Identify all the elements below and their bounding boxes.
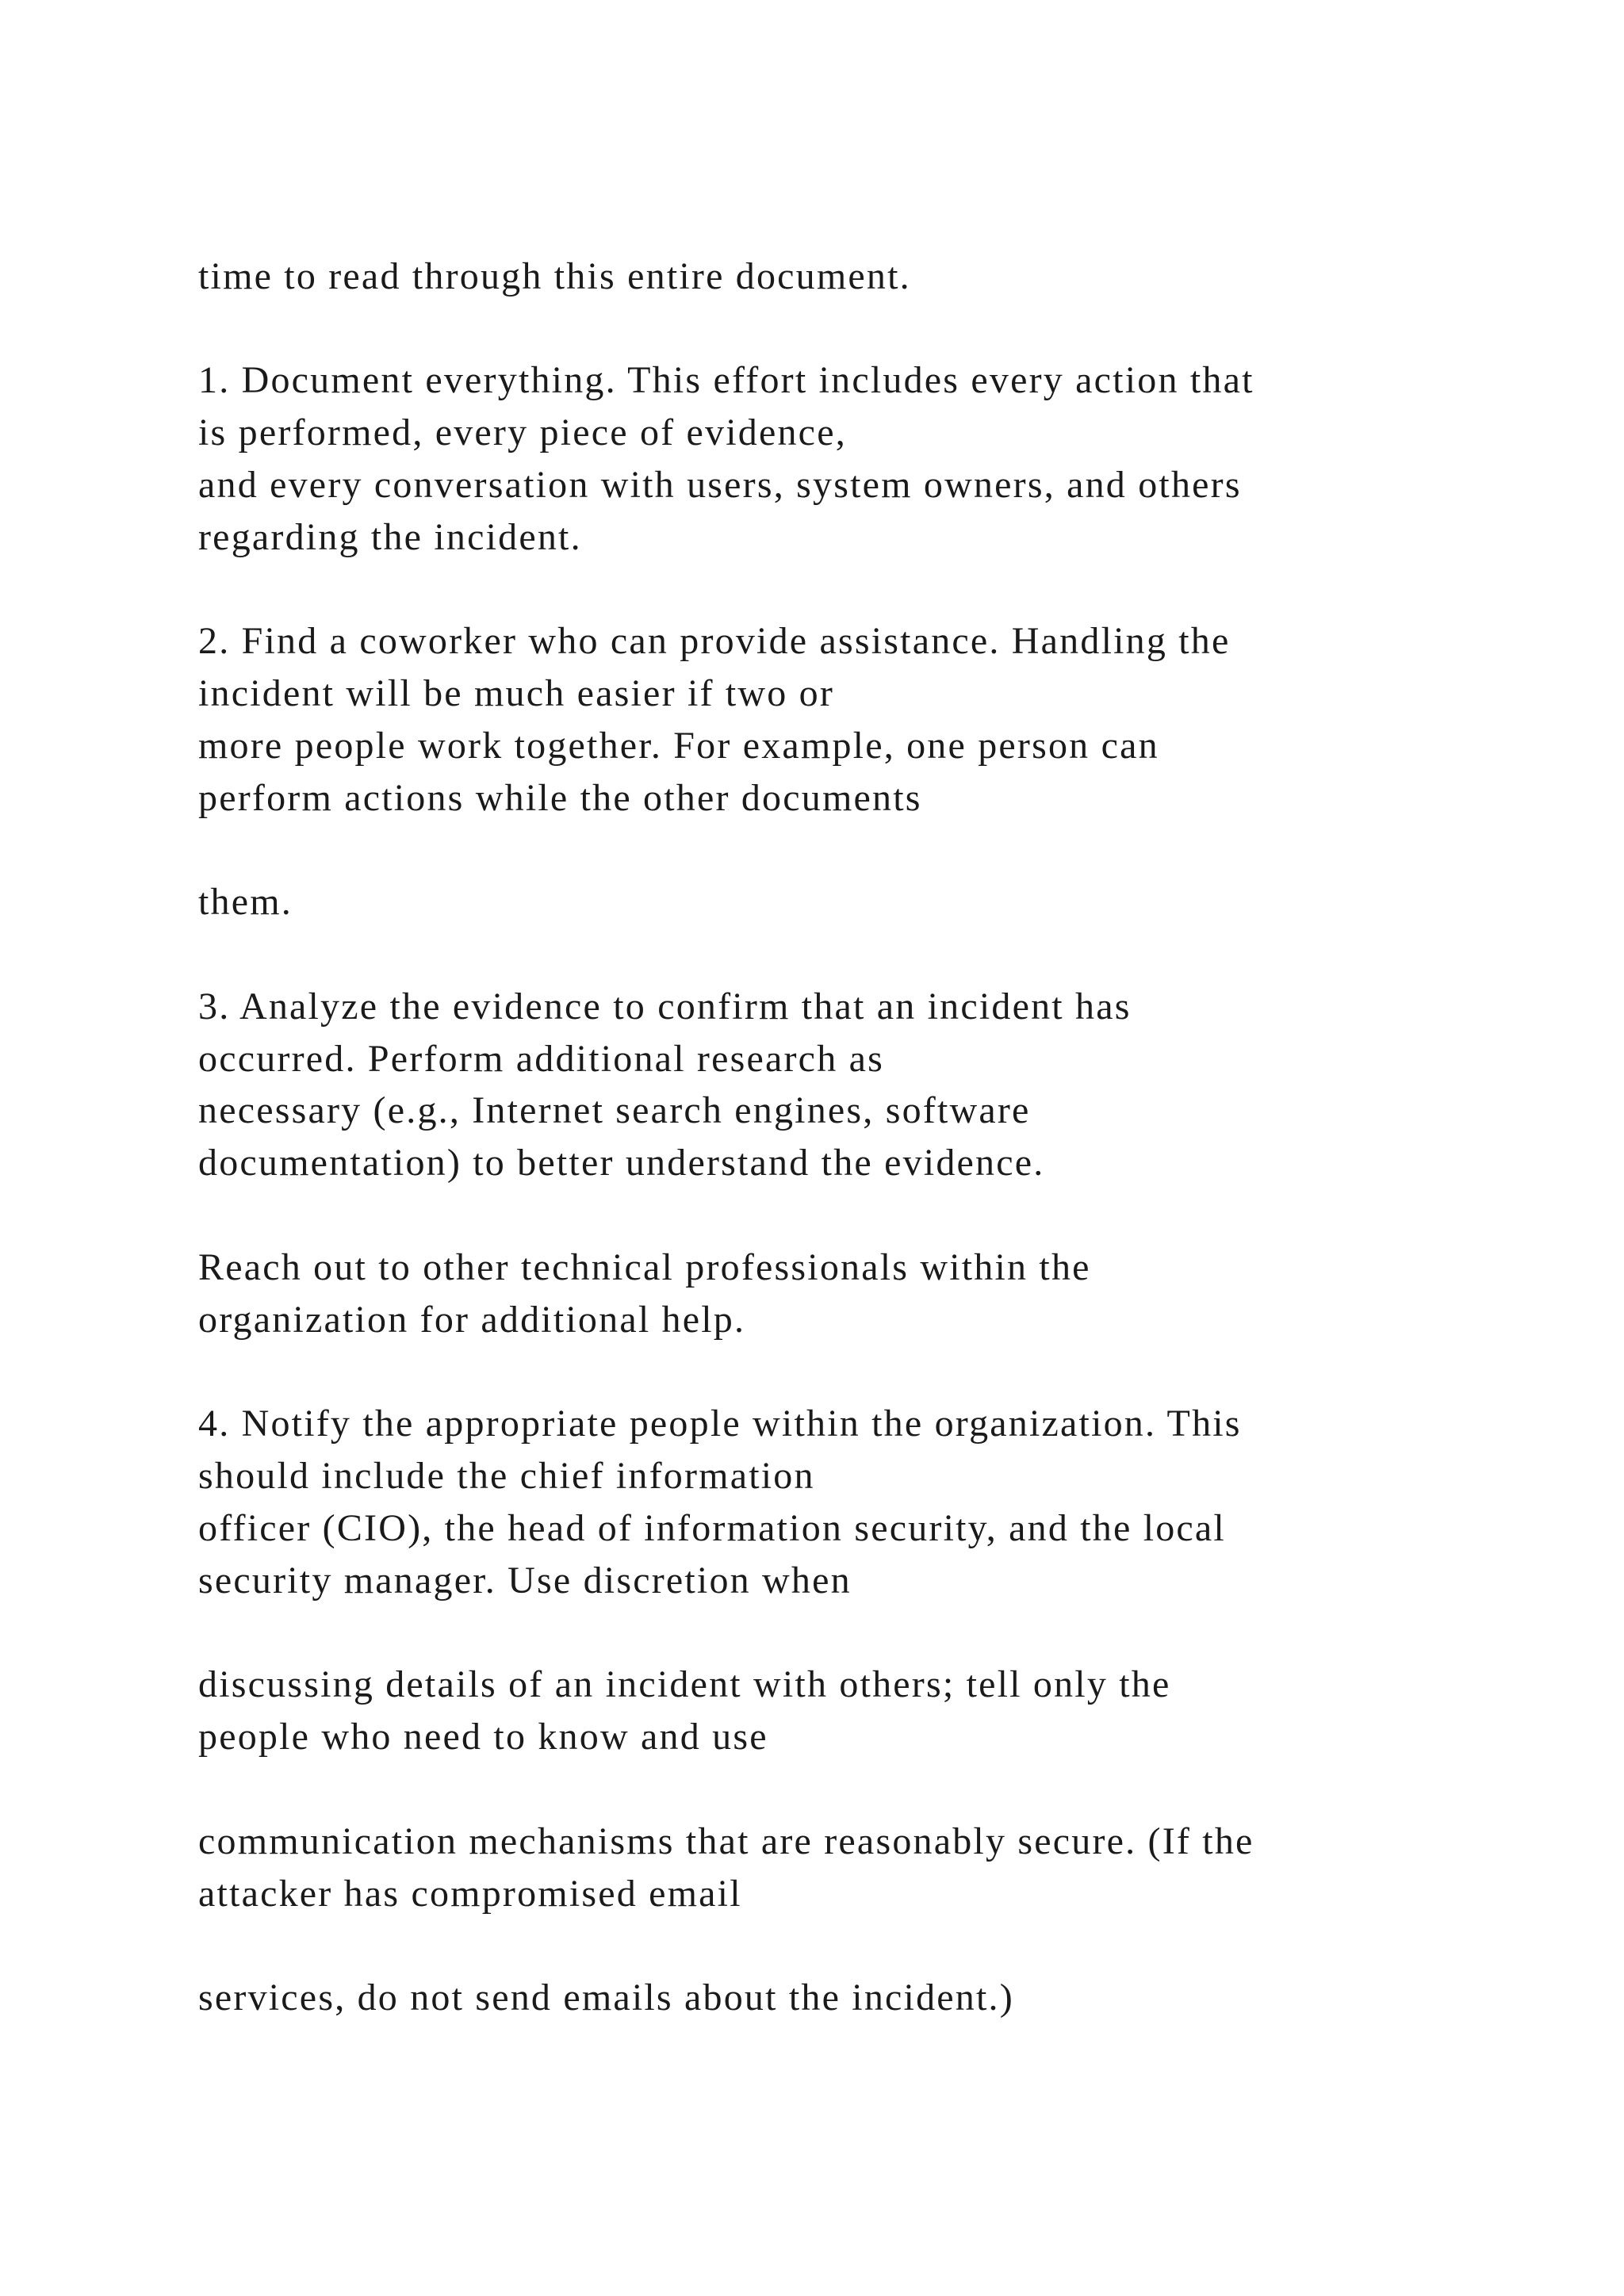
text-line: and every conversation with users, system owners, and others	[198, 464, 1242, 506]
text-line: 1. Document everything. This effort includes every action that	[198, 359, 1254, 401]
text-line: security manager. Use discretion when	[198, 1559, 852, 1601]
text-line: Reach out to other technical professionals within the	[198, 1246, 1091, 1288]
text-line: 2. Find a coworker who can provide assistance. Handling the	[198, 620, 1231, 662]
text-line: them.	[198, 881, 293, 923]
text-line: time to read through this entire document.	[198, 255, 911, 297]
text-line: documentation) to better understand the evidence.	[198, 1142, 1045, 1184]
text-line: attacker has compromised email	[198, 1873, 742, 1915]
text-line: 3. Analyze the evidence to confirm that an incident has	[198, 985, 1132, 1027]
text-line: regarding the incident.	[198, 516, 582, 558]
text-line: discussing details of an incident with others; tell only the	[198, 1663, 1171, 1705]
text-line: occurred. Perform additional research as	[198, 1038, 884, 1080]
text-line: more people work together. For example, one person can	[198, 725, 1159, 767]
text-line: officer (CIO), the head of information security, and the local	[198, 1507, 1226, 1549]
text-line: incident will be much easier if two or	[198, 672, 835, 714]
text-line: services, do not send emails about the incident.)	[198, 1976, 1014, 2019]
text-line: perform actions while the other documents	[198, 777, 922, 819]
text-line: is performed, every piece of evidence,	[198, 411, 847, 453]
text-line: people who need to know and use	[198, 1716, 768, 1758]
text-line: should include the chief information	[198, 1455, 815, 1497]
text-line: necessary (e.g., Internet search engines, software	[198, 1089, 1031, 1131]
text-line: organization for additional help.	[198, 1299, 746, 1341]
text-line: communication mechanisms that are reasonably secure. (If the	[198, 1820, 1254, 1862]
text-line: 4. Notify the appropriate people within the organization. This	[198, 1402, 1242, 1445]
